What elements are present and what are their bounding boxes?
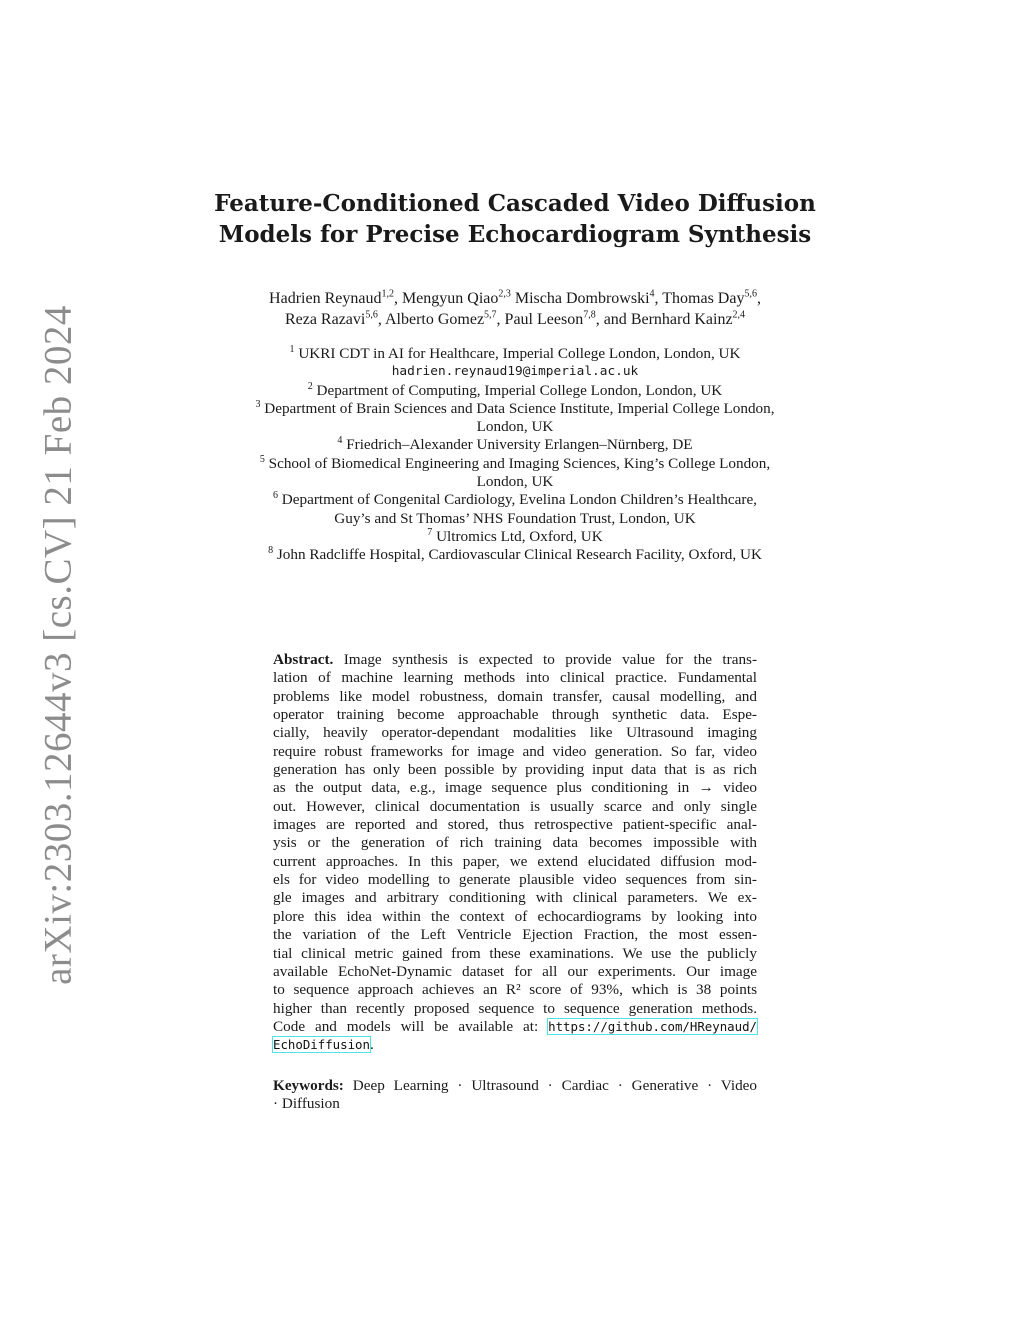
paper-title (200, 188, 830, 250)
paper-title-line-2: Models for Precise Echocardiogram Synthesis (218, 221, 812, 248)
affiliation-item (180, 382, 850, 400)
affiliation-item (180, 455, 850, 473)
affiliation-text: John Radcliffe Hospital, Cardiovascular Clinical Research Facility, Oxford, UK (276, 546, 762, 564)
affiliation-number: 1 (289, 343, 295, 355)
author-affiliation-marker: 2,4 (732, 309, 746, 321)
affiliation-number: 8 (268, 545, 274, 557)
author-name: Thomas Day (662, 290, 745, 307)
affiliation-text: Friedrich–Alexander University Erlangen–Nürnberg, DE (346, 436, 693, 454)
author-name: Reza Razavi (284, 311, 366, 328)
abstract-line: cially, heavily operator-dependant modalities like Ultrasound imaging (273, 724, 757, 742)
arxiv-identifier-stamp: arXiv:2303.12644v3 [cs.CV] 21 Feb 2024 (36, 305, 80, 985)
affiliation-number: 5 (259, 453, 265, 465)
affiliation-item (180, 345, 850, 363)
abstract-line: plore this idea within the context of echocardiograms by looking into (273, 907, 757, 925)
affiliation-number: 7 (427, 526, 433, 538)
abstract-line: the variation of the Left Ventricle Ejection Fraction, the most essen- (273, 926, 757, 944)
abstract-line: els for video modelling to generate plausible video sequences from sin- (273, 871, 757, 889)
abstract-line: as the output data, e.g., image sequence plus conditioning in → video (273, 779, 757, 797)
affiliation-number: 2 (307, 380, 313, 392)
abstract-line: higher than recently proposed sequence to sequence generation methods. (273, 999, 757, 1017)
author-name: Alberto Gomez (384, 311, 485, 328)
abstract-heading: Abstract. (273, 651, 334, 668)
code-repository-link-part-2[interactable]: EchoDiffusion (273, 1037, 370, 1053)
abstract-line: Code and models will be available at: https://github.com/HReynaud/ (273, 1017, 757, 1035)
author-separator: , (393, 290, 402, 307)
author-name: Mengyun Qiao (401, 290, 499, 307)
affiliation-text: Department of Computing, Imperial College London, London, UK (316, 381, 723, 399)
affiliation-text: Ultromics Ltd, Oxford, UK (436, 527, 603, 545)
affiliation-item (180, 491, 850, 509)
author-line-1 (190, 288, 840, 309)
author-affiliation-marker: 1,2 (381, 288, 394, 300)
author-name: Hadrien Reynaud (269, 290, 382, 307)
abstract-line: to sequence approach achieves an R² score of 93%, which is 38 points (273, 981, 757, 999)
abstract-line: out. However, clinical documentation is usually scarce and only single (273, 797, 757, 815)
abstract-line: require robust frameworks for image and video generation. So far, video (273, 742, 757, 760)
affiliation-number: 6 (273, 490, 278, 502)
author-separator: , (377, 311, 385, 328)
author-separator: , and (595, 311, 631, 328)
author-separator: , (654, 290, 663, 307)
abstract-line: ysis or the generation of rich training data becomes impossible with (273, 834, 757, 852)
affiliation-item (180, 528, 850, 546)
keywords-line: Keywords: Deep Learning · Ultrasound · Cardiac · Generative · Video (273, 1077, 758, 1094)
author-affiliation-marker: 5,6 (744, 288, 757, 300)
affiliation-text: Department of Congenital Cardiology, Evelina London Children’s Healthcare, (281, 491, 757, 509)
abstract-line: images are reported and stored, thus retrospective patient-specific anal- (273, 816, 757, 834)
author-name: Paul Leeson (504, 311, 584, 328)
author-affiliation-marker: 2,3 (498, 288, 511, 300)
affiliation-item (180, 436, 850, 454)
affiliation-continuation: Guy’s and St Thomas’ NHS Foundation Trust, London, UK (334, 509, 696, 527)
corresponding-email: hadrien.reynaud19@imperial.ac.uk (391, 364, 639, 380)
author-name: Bernhard Kainz (630, 311, 733, 328)
abstract-line: lation of machine learning methods into clinical practice. Fundamental (273, 669, 757, 687)
abstract-line: EchoDiffusion. (273, 1036, 374, 1054)
affiliation-text: School of Biomedical Engineering and Imaging Sciences, King’s College London, (268, 454, 771, 472)
affiliation-continuation: London, UK (476, 473, 554, 491)
affiliation-continuation: London, UK (476, 418, 554, 436)
keywords-section (273, 1077, 757, 1114)
abstract-line: operator training become approachable through synthetic data. Espe- (273, 706, 757, 724)
affiliation-text: UKRI CDT in AI for Healthcare, Imperial College London, London, UK (298, 345, 741, 362)
affiliation-number: 3 (255, 398, 261, 410)
abstract-section (273, 651, 757, 1055)
keywords-line: · Diffusion (273, 1095, 340, 1113)
author-affiliation-marker: 4 (649, 288, 655, 300)
keywords-heading: Keywords: (273, 1077, 344, 1094)
code-repository-link-part-1[interactable]: https://github.com/HReynaud/ (548, 1018, 757, 1034)
abstract-line: tial clinical metric gained from these examinations. We use the publicly (273, 944, 757, 962)
affiliation-item (180, 400, 850, 418)
author-separator: , (496, 311, 505, 328)
abstract-line: available EchoNet-Dynamic dataset for all our experiments. Our image (273, 962, 757, 980)
abstract-line: problems like model robustness, domain transfer, causal modelling, and (273, 687, 757, 705)
author-separator: , (756, 290, 761, 307)
author-name: Mischa Dombrowski (514, 290, 650, 307)
author-affiliation-marker: 5,7 (484, 309, 497, 321)
author-affiliation-marker: 5,6 (365, 309, 378, 321)
abstract-line: Abstract. Image synthesis is expected to provide value for the trans- (273, 651, 758, 668)
author-list (190, 288, 840, 330)
affiliation-item (180, 546, 850, 564)
abstract-line: gle images and arbitrary conditioning with clinical parameters. We ex- (273, 889, 757, 907)
abstract-line: current approaches. In this paper, we extend elucidated diffusion mod- (273, 852, 757, 870)
author-affiliation-marker: 7,8 (583, 309, 596, 321)
author-line-2 (190, 309, 840, 330)
paper-title-line-1: Feature-Conditioned Cascaded Video Diffusion (214, 190, 816, 217)
affiliation-list (180, 345, 850, 565)
abstract-line: generation has only been possible by providing input data that is as rich (273, 761, 757, 779)
affiliation-number: 4 (337, 435, 343, 447)
affiliation-text: Department of Brain Sciences and Data Science Institute, Imperial College London, (264, 399, 775, 417)
